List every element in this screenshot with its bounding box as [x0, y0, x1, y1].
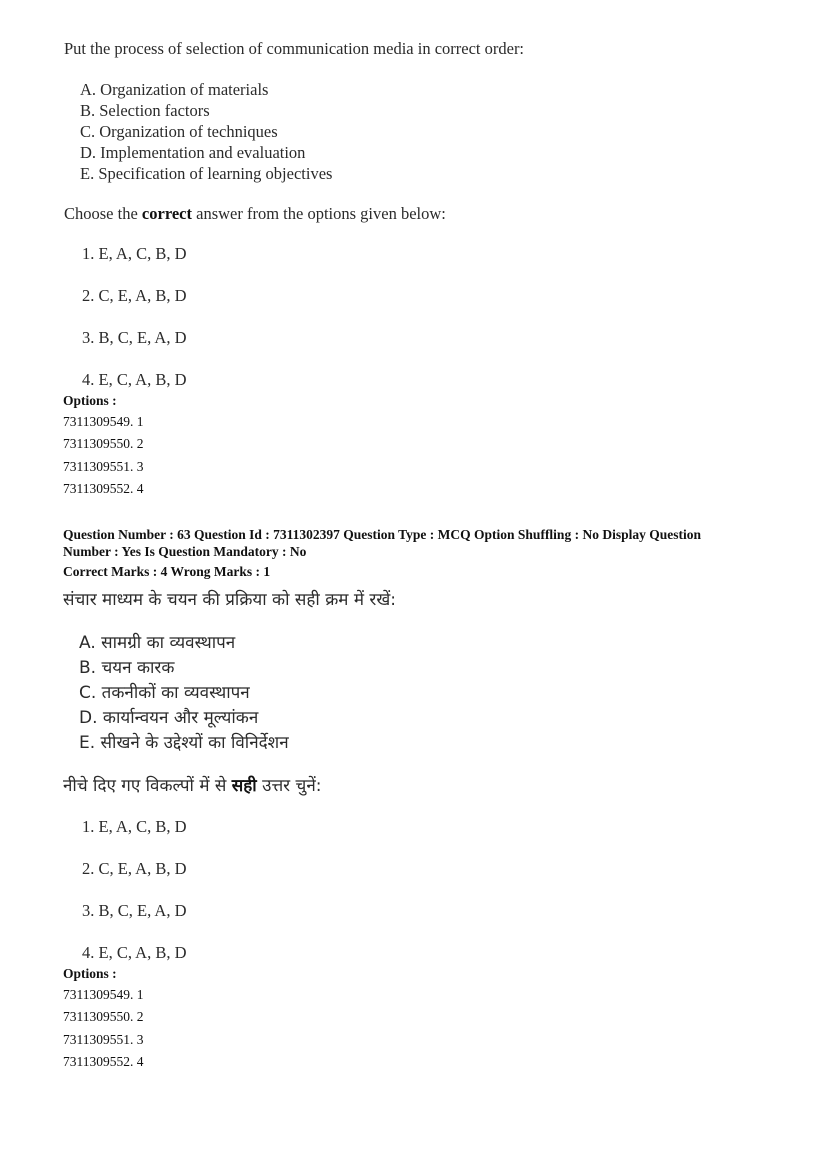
- list-item: A. Organization of materials: [80, 80, 269, 99]
- list-item: B. चयन कारक: [79, 658, 175, 678]
- option-id: 7311309550. 2: [63, 1009, 144, 1024]
- list-item: B. Selection factors: [80, 101, 210, 120]
- option-id: 7311309551. 3: [63, 459, 144, 474]
- answer-option: 4. E, C, A, B, D: [82, 943, 187, 962]
- question-meta: Number : Yes Is Question Mandatory : No: [63, 544, 307, 559]
- question-text: Put the process of selection of communication media in correct order:: [64, 39, 525, 58]
- answer-option: 2. C, E, A, B, D: [82, 286, 187, 305]
- list-item: C. Organization of techniques: [80, 122, 278, 141]
- question-meta: Question Number : 63 Question Id : 7311302397 Question Type : MCQ Option Shuffling : No Display Question: [63, 527, 701, 542]
- list-item: E. Specification of learning objectives: [80, 164, 333, 183]
- question-text: संचार माध्यम के चयन की प्रक्रिया को सही क्रम में रखें:: [63, 590, 397, 610]
- answer-option: 4. E, C, A, B, D: [82, 370, 187, 389]
- list-item: A. सामग्री का व्यवस्थापन: [79, 633, 236, 653]
- options-label: Options :: [63, 393, 117, 408]
- question-marks: Correct Marks : 4 Wrong Marks : 1: [63, 564, 271, 579]
- answer-option: 1. E, A, C, B, D: [82, 817, 187, 836]
- option-id: 7311309549. 1: [63, 987, 144, 1002]
- list-item: C. तकनीकों का व्यवस्थापन: [79, 683, 250, 703]
- answer-option: 1. E, A, C, B, D: [82, 244, 187, 263]
- answer-option: 3. B, C, E, A, D: [82, 328, 187, 347]
- list-item: D. Implementation and evaluation: [80, 143, 306, 162]
- instruction-text: Choose the correct answer from the options given below:: [64, 204, 446, 223]
- option-id: 7311309549. 1: [63, 414, 144, 429]
- option-id: 7311309552. 4: [63, 481, 144, 496]
- option-id: 7311309552. 4: [63, 1054, 144, 1069]
- options-label: Options :: [63, 966, 117, 981]
- answer-option: 3. B, C, E, A, D: [82, 901, 187, 920]
- list-item: E. सीखने के उद्देश्यों का विनिर्देशन: [79, 733, 289, 753]
- option-id: 7311309550. 2: [63, 436, 144, 451]
- instruction-text: नीचे दिए गए विकल्पों में से सही उत्तर चुनें:: [63, 776, 322, 796]
- answer-option: 2. C, E, A, B, D: [82, 859, 187, 878]
- option-id: 7311309551. 3: [63, 1032, 144, 1047]
- list-item: D. कार्यान्वयन और मूल्यांकन: [79, 708, 259, 728]
